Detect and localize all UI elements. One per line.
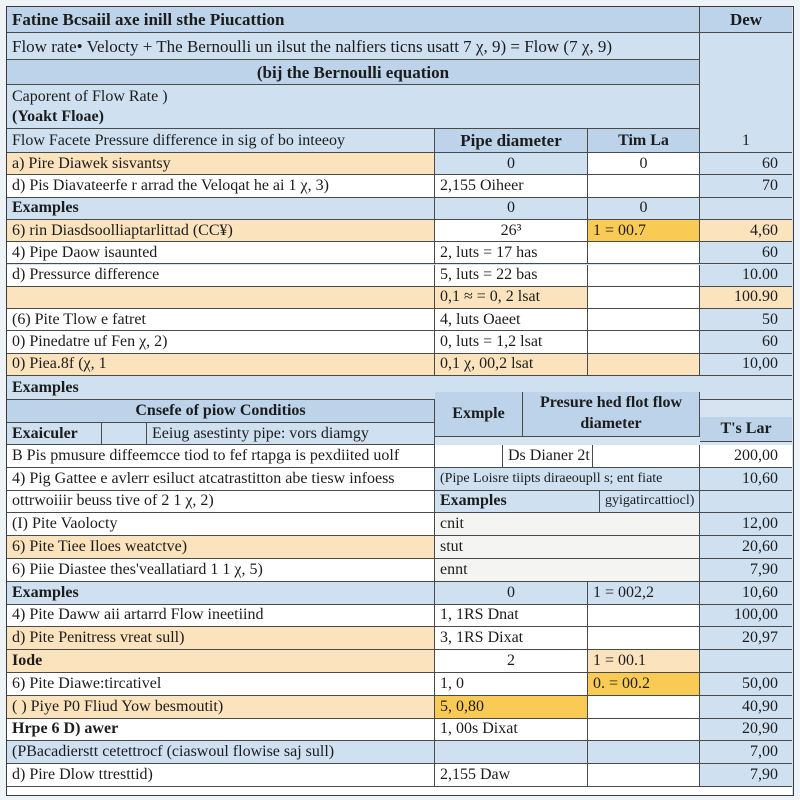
table-row-label: 4) Pig Gattee e avlerr esiluct atcatrastitton abe tiesw infoess [7,468,435,491]
table-cell-pipe-diameter: 1, 0 [435,673,588,696]
table-cell-value: 100.90 [700,287,792,309]
table-row-label: (PBacadierstt cetettrocf (ciaswoul flowise saj sull) [7,741,435,764]
table-row-label: d) Pis Diavateerfe r arrad the Veloqat he ai 1 χ, 3) [7,175,435,197]
table-row-label: Examples [7,198,435,220]
table-cell-pipe-diameter: 5, 0,80 [435,696,588,719]
table-cell-value: 70 [700,175,792,197]
table-row-label: 0) Pinedatre uf Fen χ, 2) [7,331,435,353]
table-cell-value [700,491,792,514]
sub-blank [102,423,147,445]
sub-left-label: Exaiculer [7,423,102,445]
table-cell-pipe-diameter: 1, 00s Dixat [435,719,588,742]
table-row-label: 6) Pite Diawe:tircativel [7,673,435,696]
table-cell-col3 [588,265,700,287]
table-row-label: Hrpe 6 D) awer [7,719,435,742]
table-cell-value: 50 [700,309,792,331]
formula-text: Flow rate• Velocty + The Bernoulli un ilsut the nalfiers ticns usatt 7 χ, 9) = Flow (7 χ, 9) [12,36,613,56]
table-cell-col3: 0 [588,198,700,220]
table-cell-pipe-diameter [435,741,588,764]
component-line-1: Caporent of Flow Rate ) [12,87,168,105]
example-label: Exmple [435,392,523,437]
table-cell-value: 7,90 [700,764,792,787]
table-row-label: B Pis pmusure diffeemcce tiod to fef rtapga is pexdiited uolf [7,445,435,468]
table-cell-value: 60 [700,242,792,264]
table-cell-pipe-diameter: 3, 1RS Dixat [435,627,588,650]
table-cell-value: 10,60 [700,582,792,605]
component-block [7,85,700,129]
table-cell-value: 60 [700,153,792,175]
table-cell-col3 [588,287,700,309]
table-cell-value: 40,90 [700,696,792,719]
table-row-label [7,287,435,309]
table-cell-col3 [588,719,700,742]
right-blank-cell [700,33,792,141]
table-cell-blank [593,445,700,468]
pressure-header: Presure hed flot flow diameter [523,392,700,437]
formula-row [7,33,700,60]
table-cell-unit: cnit [435,513,700,536]
table-row-label: Examples [7,582,435,605]
table-cell-value: 20,97 [700,627,792,650]
table-row-label: d) Pressurce difference [7,265,435,287]
table-cell-col3: 0. = 00.2 [588,673,700,696]
table-cell-col3 [588,605,700,628]
table-row-label: d) Pite Penitress vreat sull) [7,627,435,650]
table-cell-value: 50,00 [700,673,792,696]
table-cell-col3 [588,696,700,719]
table-row-label: (I) Pite Vaolocty [7,513,435,536]
table-cell-value: 7,00 [700,741,792,764]
table-blank-row [7,787,792,795]
table-cell-col3 [588,309,700,331]
table-cell-col3 [588,242,700,264]
header-label: Flow Facete Pressure difference in sig of bo inteeoy [7,129,435,153]
table-cell-pipe-diameter: 4, luts Oaeet [435,309,588,331]
flow-rate-table [6,6,794,796]
table-row-label: 4) Pipe Daow isaunted [7,242,435,264]
table-cell-pipe-diameter: 0 [435,198,588,220]
header-col3: Tim La [588,129,700,153]
sub-desc: Eeiug asestinty pipe: vors diamgy [147,423,435,445]
table-cell-value: 20,60 [700,536,792,559]
table-cell-col3 [588,331,700,353]
table-cell-col3: gyigatircattiocl) [600,491,700,514]
table-cell-col3: 1 = 00.7 [588,220,700,242]
table-cell-pipe-diameter: 2,155 Daw [435,764,588,787]
table-cell-pipe-diameter: 26³ [435,220,588,242]
table-cell-value: 10.00 [700,265,792,287]
component-line-2: (Yoakt Floae) [12,107,104,125]
table-row-label: 6) Pite Tiee Iloes weatctve) [7,536,435,559]
table-cell-pipe-diameter: 0, luts = 1,2 lsat [435,331,588,353]
table-cell-value: 10,60 [700,468,792,491]
table-cell-pipe-diameter: 2 [435,650,588,673]
table-cell-col3 [588,175,700,197]
table-row-label: 0) Piea.8f (χ, 1 [7,354,435,376]
table-row-label: ottrwoiiir beuss tive of 2 1 χ, 2) [7,491,435,514]
table-cell-col3 [588,627,700,650]
col4-header: T's Lar [700,417,792,442]
table-cell-pipe-diameter: 0,1 χ, 00,2 lsat [435,354,588,376]
table-cell-pipe-diameter: 2,155 Oiheer [435,175,588,197]
table-cell-value: 100,00 [700,605,792,628]
table-cell-value [700,650,792,673]
table-row-label: ( ) Piye P0 Fliud Yow besmoutit) [7,696,435,719]
table-cell-blank [435,445,503,468]
table-cell-value: 12,00 [700,513,792,536]
table-row-label: 4) Pite Daww aii artarrd Flow ineetiind [7,605,435,628]
table-cell-value: 200,00 [700,445,792,468]
table-cell-examples: Examples [435,491,600,514]
table-cell-col3: 0 [588,153,700,175]
table-cell-pipe-diameter: 1, 1RS Dnat [435,605,588,628]
table-cell-col3 [588,764,700,787]
table-cell-value: 4,60 [700,220,792,242]
subtitle: (bij the Bernoulli equation [7,60,700,85]
table-cell-diameter: Ds Dianer 2t [503,445,593,468]
table-row-label: (6) Pite Tlow e fatret [7,309,435,331]
table-title: Fatine Bcsaiil axe inill sthe Piucattion [7,7,700,33]
table-cell-col3: 1 = 00.1 [588,650,700,673]
table-cell-pipe-diameter: 0,1 ≈ = 0, 2 lsat [435,287,588,309]
conditions-title: Cnsefe of piow Conditios [7,400,435,423]
table-cell-value: 20,90 [700,719,792,742]
table-cell-value: 10,00 [700,354,792,376]
table-cell-value: 60 [700,331,792,353]
table-cell-desc: (Pipe Loisre tiipts diraeoupll s; ent fiate [435,468,700,491]
table-cell-pipe-diameter: 5, luts = 22 bas [435,265,588,287]
table-cell-unit: stut [435,536,700,559]
title-right-label: Dew [700,7,792,33]
table-row-label: 6) rin Diasdsoolliaptarlittad (CC¥) [7,220,435,242]
table-cell-unit: ennt [435,559,700,582]
table-cell-pipe-diameter: 0 [435,582,588,605]
examples-header: Examples [7,376,792,400]
table-cell-col3 [588,354,700,376]
table-row-label: 6) Piie Diastee thes'veallatiard 1 1 χ, 5) [7,559,435,582]
table-cell-value [700,198,792,220]
table-cell-pipe-diameter: 0 [435,153,588,175]
header-pipe-diameter: Pipe diameter [435,129,588,153]
table-cell-col3: 1 = 002,2 [588,582,700,605]
table-row-label: a) Pire Diawek sisvantsy [7,153,435,175]
table-row-label: d) Pire Dlow ttresttid) [7,764,435,787]
table-cell-pipe-diameter: 2, luts = 17 has [435,242,588,264]
table-row-label: Iode [7,650,435,673]
header-col4: 1 [700,129,792,153]
table-cell-col3 [588,741,700,764]
table-cell-value: 7,90 [700,559,792,582]
